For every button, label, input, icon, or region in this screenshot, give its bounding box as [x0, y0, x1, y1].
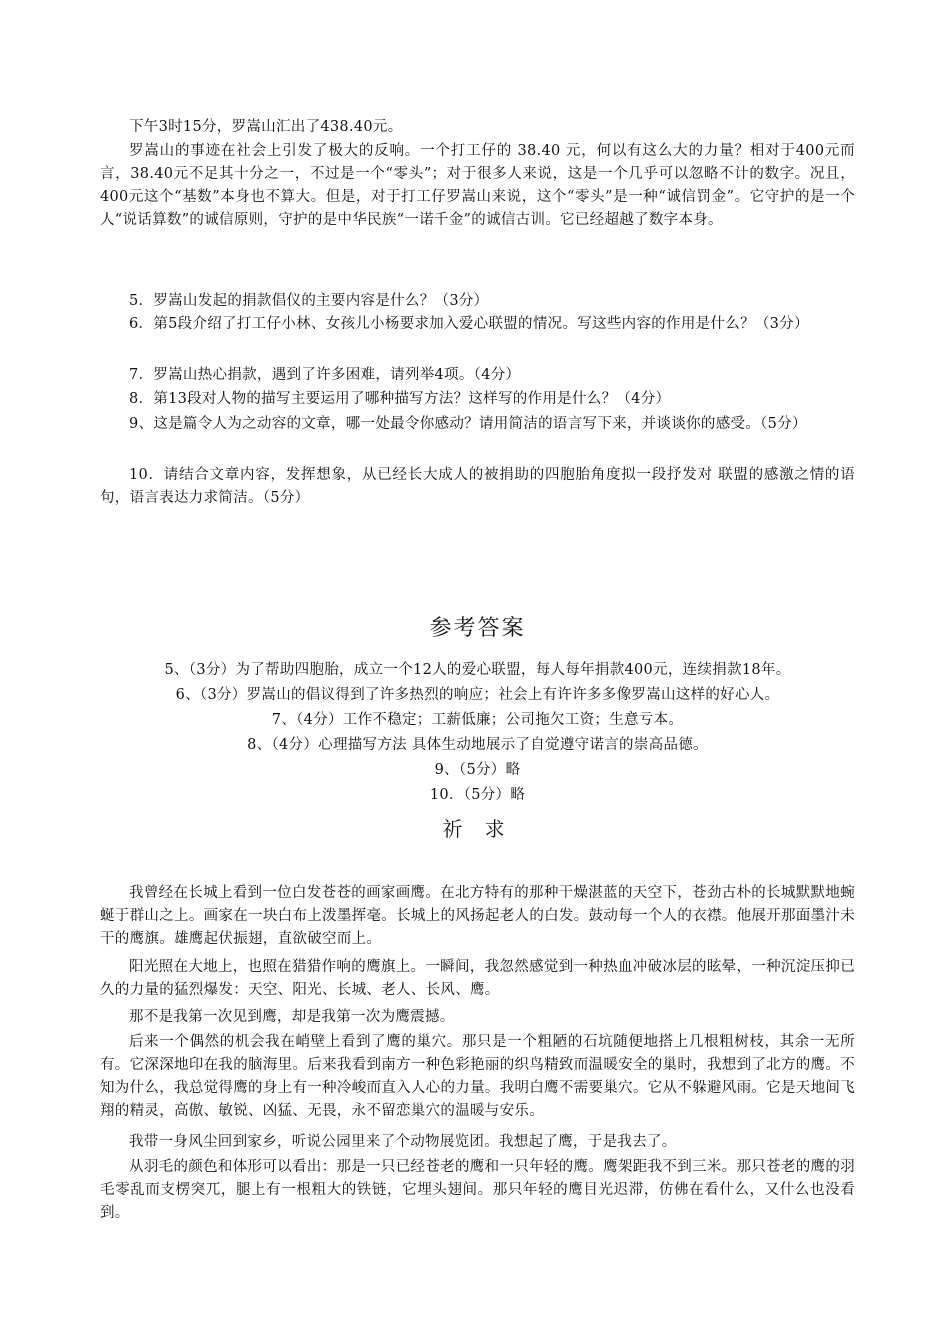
essay-paragraph: 我曾经在长城上看到一位白发苍苍的画家画鹰。在北方特有的那种干燥湛蓝的天空下，苍劲古朴的长城默默地蜿蜒于群山之上。画家在一块白布上泼墨挥毫。长城上的风扬起老人的白发。鼓动每一个人的衣襟。他展开那面墨汁未干的鹰旗。雄鹰起伏振翅，直欲破空而上。: [100, 885, 855, 947]
answer-item: 5、（3分）为了帮助四胞胎，成立一个12人的爱心联盟，每人每年捐款400元，连续捐款18年。: [164, 662, 791, 678]
essay-title: 祈 求: [442, 817, 513, 841]
answer-item: 9、（5分）略: [434, 762, 521, 778]
question-item: 9、这是篇令人为之动容的文章，哪一处最令你感动？请用简洁的语言写下来，并谈谈你的感受。（5分）: [129, 416, 807, 432]
question-item: 5．罗嵩山发起的捐款倡仪的主要内容是什么？（3分）: [129, 293, 489, 309]
essay-paragraph: 我带一身风尘回到家乡，听说公园里来了个动物展览团。我想起了鹰，于是我去了。: [129, 1134, 677, 1150]
story-paragraph: 下午3时15分，罗嵩山汇出了438.40元。: [129, 119, 403, 135]
essay-paragraph: 阳光照在大地上，也照在猎猎作响的鹰旗上。一瞬间，我忽然感觉到一种热血冲破冰层的眩晕，一种沉淀压抑已久的力量的猛烈爆发：天空、阳光、长城、老人、长风、鹰。: [100, 959, 855, 998]
essay-paragraph: 那不是我第一次见到鹰，却是我第一次为鹰震撼。: [129, 1009, 455, 1025]
essay-paragraph: 从羽毛的颜色和体形可以看出：那是一只已经苍老的鹰和一只年轻的鹰。鹰架距我不到三米。那只苍老的鹰的羽毛零乱而支楞突兀，腿上有一根粗大的铁链，它埋头翅间。那只年轻的鹰目光迟滞，仿佛在看什么，又什么也没看到。: [100, 1159, 855, 1221]
answer-item: 10．（5分）略: [429, 787, 526, 803]
question-item: 7．罗嵩山热心捐款，遇到了许多困难，请列举4项。（4分）: [129, 367, 521, 383]
answer-item: 7、（4分）工作不稳定；工薪低廉；公司拖欠工资；生意亏本。: [271, 712, 684, 728]
question-item: 10．请结合文章内容，发挥想象，从已经长大成人的被捐助的四胞胎角度拟一段抒发对 联盟的感激之情的语句，语言表达力求简洁。（5分）: [100, 467, 855, 506]
question-item: 6．第5段介绍了打工仔小林、女孩儿小杨要求加入爱心联盟的情况。写这些内容的作用是什么？（3分）: [129, 316, 809, 332]
question-item: 8．第13段对人物的描写主要运用了哪种描写方法？这样写的作用是什么？（4分）: [129, 391, 671, 407]
story-paragraph: 罗嵩山的事迹在社会上引发了极大的反响。一个打工仔的 38.40 元，何以有这么大的力量？相对于400元而言，38.40元不足其十分之一，不过是一个“零头”；对于很多人来说，这是一个几乎可以忽略不计的数字。况且，400元这个“基数”本身也不算大。但是，对于打工仔罗嵩山来说，这个“零头”是一种“诚信罚金”。它守护的是一个人“说话算数”的诚信原则，守护的是中华民族“一诺千金”的诚信古训。它已经超越了数字本身。: [100, 143, 855, 228]
answer-item: 8、（4分）心理描写方法 具体生动地展示了自觉遵守诺言的崇高品德。: [247, 737, 708, 753]
answer-item: 6、（3分）罗嵩山的倡议得到了许多热烈的响应；社会上有许许多多像罗嵩山这样的好心人。: [175, 687, 780, 703]
essay-paragraph: 后来一个偶然的机会我在峭壁上看到了鹰的巢穴。那只是一个粗陋的石坑随便地搭上几根粗树枝，其余一无所有。它深深地印在我的脑海里。后来我看到南方一种色彩艳丽的织鸟精致而温暖安全的巢时，我想到了北方的鹰。不知为什么，我总觉得鹰的身上有一种冷峻而直入人心的力量。我明白鹰不需要巢穴。它从不躲避风雨。它是天地间飞翔的精灵，高傲、敏锐、凶猛、无畏，永不留恋巢穴的温暖与安乐。: [100, 1034, 855, 1119]
answers-title: 参考答案: [429, 616, 526, 641]
